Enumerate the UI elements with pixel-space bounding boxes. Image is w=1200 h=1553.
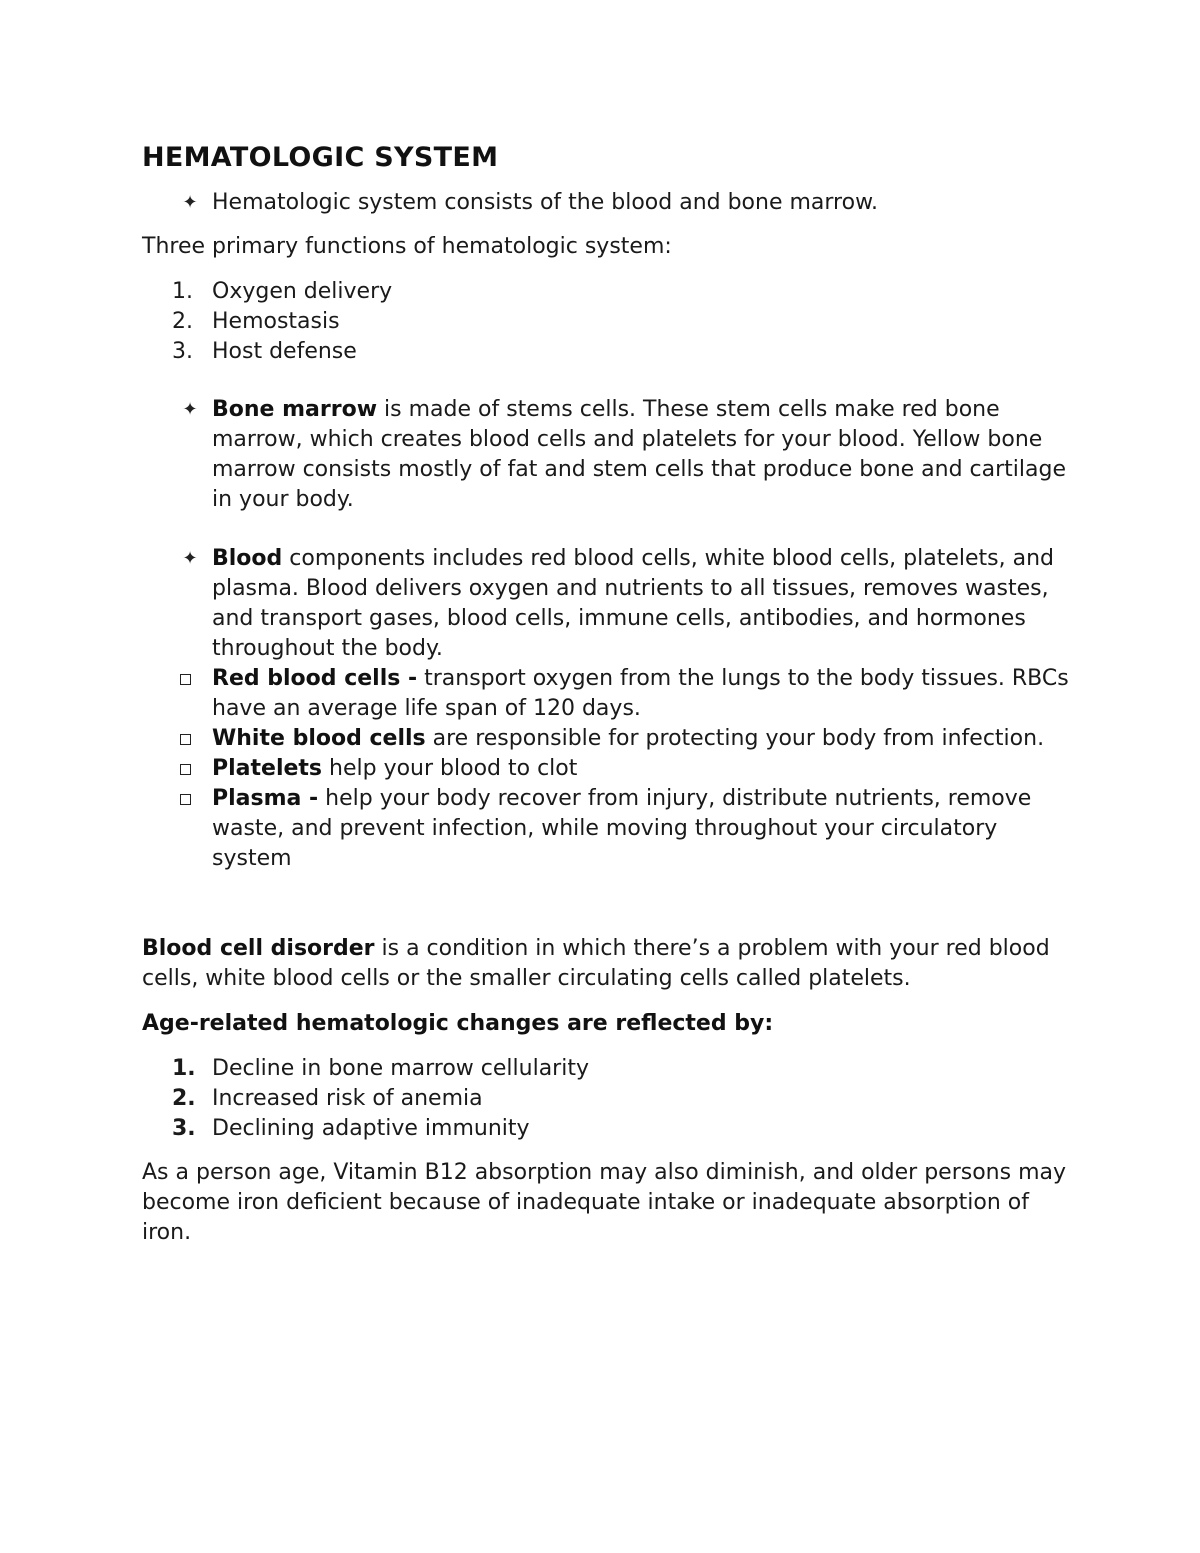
list-number: 2. — [172, 309, 193, 334]
list-number: 2. — [172, 1086, 196, 1111]
age-heading — [142, 1009, 1072, 1039]
list-item-text: Oxygen delivery — [212, 279, 393, 304]
intro-bullet-text: Hematologic system consists of the blood and bone marrow. — [212, 190, 879, 215]
list-number: 1. — [172, 1056, 196, 1081]
component-term: Plasma - — [212, 786, 319, 811]
hollow-square-icon — [180, 734, 191, 745]
component-term: Platelets — [212, 756, 323, 781]
bone-marrow-term: Bone marrow — [212, 397, 378, 422]
list-number: 3. — [172, 339, 193, 364]
component-desc: help your blood to clot — [322, 756, 578, 781]
disorder-term: Blood cell disorder — [142, 936, 375, 961]
component-term: White blood cells — [212, 726, 426, 751]
blood-components-list — [142, 664, 1072, 874]
age-heading-text: Age-related hematologic changes are reflected by: — [142, 1011, 774, 1036]
component-desc: help your body recover from injury, distribute nutrients, remove waste, and prevent infection, while moving throughout your circulatory system — [212, 786, 1032, 871]
component-desc: are responsible for protecting your body from infection. — [425, 726, 1045, 751]
list-number: 3. — [172, 1116, 196, 1141]
list-item — [142, 277, 1072, 307]
functions-list — [142, 277, 1072, 367]
list-item — [142, 1054, 1072, 1084]
list-item-text: Host defense — [212, 339, 357, 364]
blood-text: components includes red blood cells, white blood cells, platelets, and plasma. Blood delivers oxygen and nutrients to all tissues, removes wastes, and transport gases, blood cells, immune cells, antibodies, and hormones throughout the body. — [212, 546, 1054, 661]
list-item — [142, 664, 1072, 724]
age-changes-list — [142, 1054, 1072, 1144]
component-term: Red blood cells - — [212, 666, 418, 691]
bone-marrow-text: is made of stems cells. These stem cells make red bone marrow, which creates blood cells and platelets for your blood. Yellow bone marrow consists mostly of fat and stem cells that produce bone and cartilage in your body. — [212, 397, 1067, 512]
list-item — [142, 1114, 1072, 1144]
bone-marrow-bullet — [142, 395, 1072, 515]
closing-paragraph: As a person age, Vitamin B12 absorption may also diminish, and older persons may become iron deficient because of inadequate intake or inadequate absorption of iron. — [142, 1160, 1066, 1245]
list-item — [142, 307, 1072, 337]
blood-bullet — [142, 544, 1072, 664]
list-item — [142, 337, 1072, 367]
list-item — [142, 784, 1072, 874]
document-page — [142, 140, 1072, 1248]
bone-marrow-paragraph — [212, 395, 1072, 515]
list-item-text — [212, 784, 1072, 874]
hollow-square-icon — [180, 794, 191, 805]
intro-bullet — [142, 188, 1072, 218]
hollow-square-icon — [180, 674, 191, 685]
list-item-text: Decline in bone marrow cellularity — [212, 1056, 589, 1081]
component-desc: transport oxygen from the lungs to the body tissues. RBCs have an average life span of 120 days. — [212, 666, 1069, 721]
list-item — [142, 1084, 1072, 1114]
list-item-text — [212, 724, 1072, 754]
four-point-star-icon: ✦ — [182, 192, 198, 213]
hollow-square-icon — [180, 764, 191, 775]
list-item-text — [212, 754, 1072, 784]
list-item-text: Declining adaptive immunity — [212, 1116, 530, 1141]
list-item-text — [212, 664, 1072, 724]
list-item — [142, 754, 1072, 784]
list-number: 1. — [172, 279, 193, 304]
four-point-star-icon: ✦ — [182, 399, 198, 420]
disorder-paragraph — [142, 934, 1072, 994]
page-title: HEMATOLOGIC SYSTEM — [142, 142, 499, 173]
functions-heading: Three primary functions of hematologic system: — [142, 234, 672, 259]
blood-paragraph — [212, 544, 1072, 664]
list-item-text: Increased risk of anemia — [212, 1086, 483, 1111]
disorder-text: is a condition in which there’s a problem with your red blood cells, white blood cells or the smaller circulating cells called platelets. — [142, 936, 1050, 991]
list-item — [142, 724, 1072, 754]
blood-term: Blood — [212, 546, 283, 571]
four-point-star-icon: ✦ — [182, 548, 198, 569]
list-item-text: Hemostasis — [212, 309, 340, 334]
